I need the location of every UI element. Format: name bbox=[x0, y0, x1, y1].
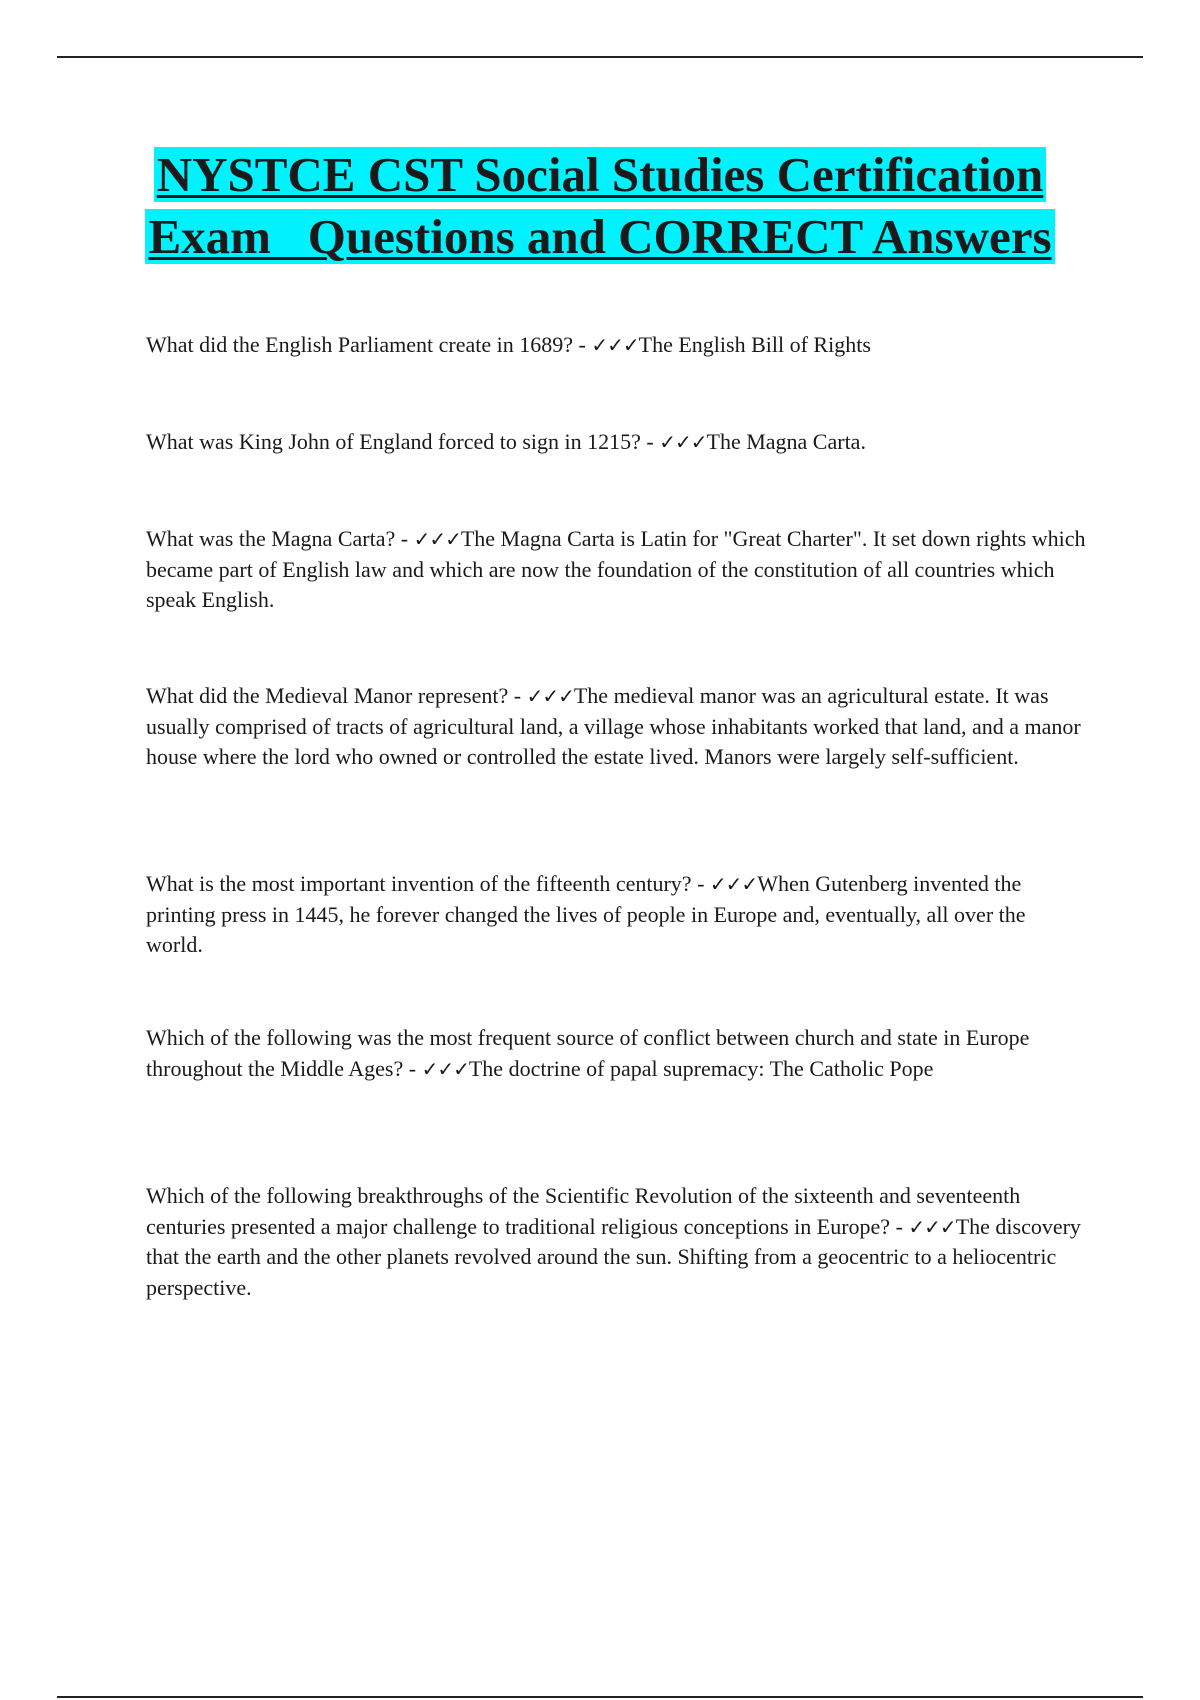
footer-rule bbox=[57, 1696, 1143, 1698]
answer: The Magna Carta is Latin for "Great Charter". It set down rights which became part of English law and which are now the foundation of the constitution of all countries which speak English. bbox=[146, 526, 1086, 612]
qa-item-7 bbox=[146, 1181, 1086, 1303]
separator: - bbox=[890, 1213, 909, 1239]
checkmark-icon: ✓✓✓ bbox=[526, 684, 574, 708]
answer: The discovery that the earth and the other planets revolved around the sun. Shifting from a geocentric to a heliocentric perspective. bbox=[146, 1213, 1081, 1300]
header-rule bbox=[57, 56, 1143, 58]
question: What was King John of England forced to sign in 1215? bbox=[146, 429, 641, 454]
checkmark-icon: ✓✓✓ bbox=[659, 430, 707, 454]
question: What is the most important invention of the fifteenth century? bbox=[146, 871, 692, 896]
separator: - bbox=[573, 332, 592, 357]
separator: - bbox=[508, 683, 527, 708]
qa-item-3 bbox=[146, 524, 1086, 616]
question: What did the English Parliament create in 1689? bbox=[146, 332, 574, 357]
qa-item-5 bbox=[146, 869, 1086, 961]
checkmark-icon: ✓✓✓ bbox=[413, 527, 461, 551]
document-title bbox=[0, 144, 1200, 268]
qa-item-2 bbox=[146, 427, 1086, 458]
qa-item-1 bbox=[146, 330, 1086, 361]
title-line-1: NYSTCE CST Social Studies Certification bbox=[154, 147, 1047, 202]
checkmark-icon: ✓✓✓ bbox=[908, 1214, 956, 1239]
question: Which of the following breakthroughs of the Scientific Revolution of the sixteenth and seventeenth centuries presented a major challenge to traditional religious conceptions in Europe? bbox=[146, 1183, 1021, 1239]
checkmark-icon: ✓✓✓ bbox=[709, 872, 758, 896]
qa-item-4 bbox=[146, 681, 1086, 773]
answer: The Magna Carta. bbox=[706, 429, 866, 454]
question: Which of the following was the most frequent source of conflict between church and state in Europe throughout the Middle Ages? bbox=[146, 1025, 1030, 1081]
title-line-2: Exam Questions and CORRECT Answers bbox=[145, 209, 1054, 264]
separator: - bbox=[640, 429, 660, 454]
answer: The medieval manor was an agricultural estate. It was usually comprised of tracts of agricultural land, a village whose inhabitants worked that land, and a manor house where the lord who owned or controlled the estate lived. Manors were largely self-sufficient. bbox=[146, 683, 1081, 769]
checkmark-icon: ✓✓✓ bbox=[421, 1056, 469, 1081]
separator: - bbox=[403, 1055, 422, 1081]
answer: The English Bill of Rights bbox=[638, 332, 871, 357]
question: What was the Magna Carta? bbox=[146, 526, 396, 551]
answer: The doctrine of papal supremacy: The Catholic Pope bbox=[468, 1055, 934, 1081]
answer: When Gutenberg invented the printing press in 1445, he forever changed the lives of people in Europe and, eventually, all over the world. bbox=[146, 871, 1026, 957]
checkmark-icon: ✓✓✓ bbox=[591, 333, 639, 357]
separator: - bbox=[395, 526, 414, 551]
qa-item-6 bbox=[146, 1023, 1086, 1084]
separator: - bbox=[691, 871, 710, 896]
question: What did the Medieval Manor represent? bbox=[146, 683, 509, 708]
